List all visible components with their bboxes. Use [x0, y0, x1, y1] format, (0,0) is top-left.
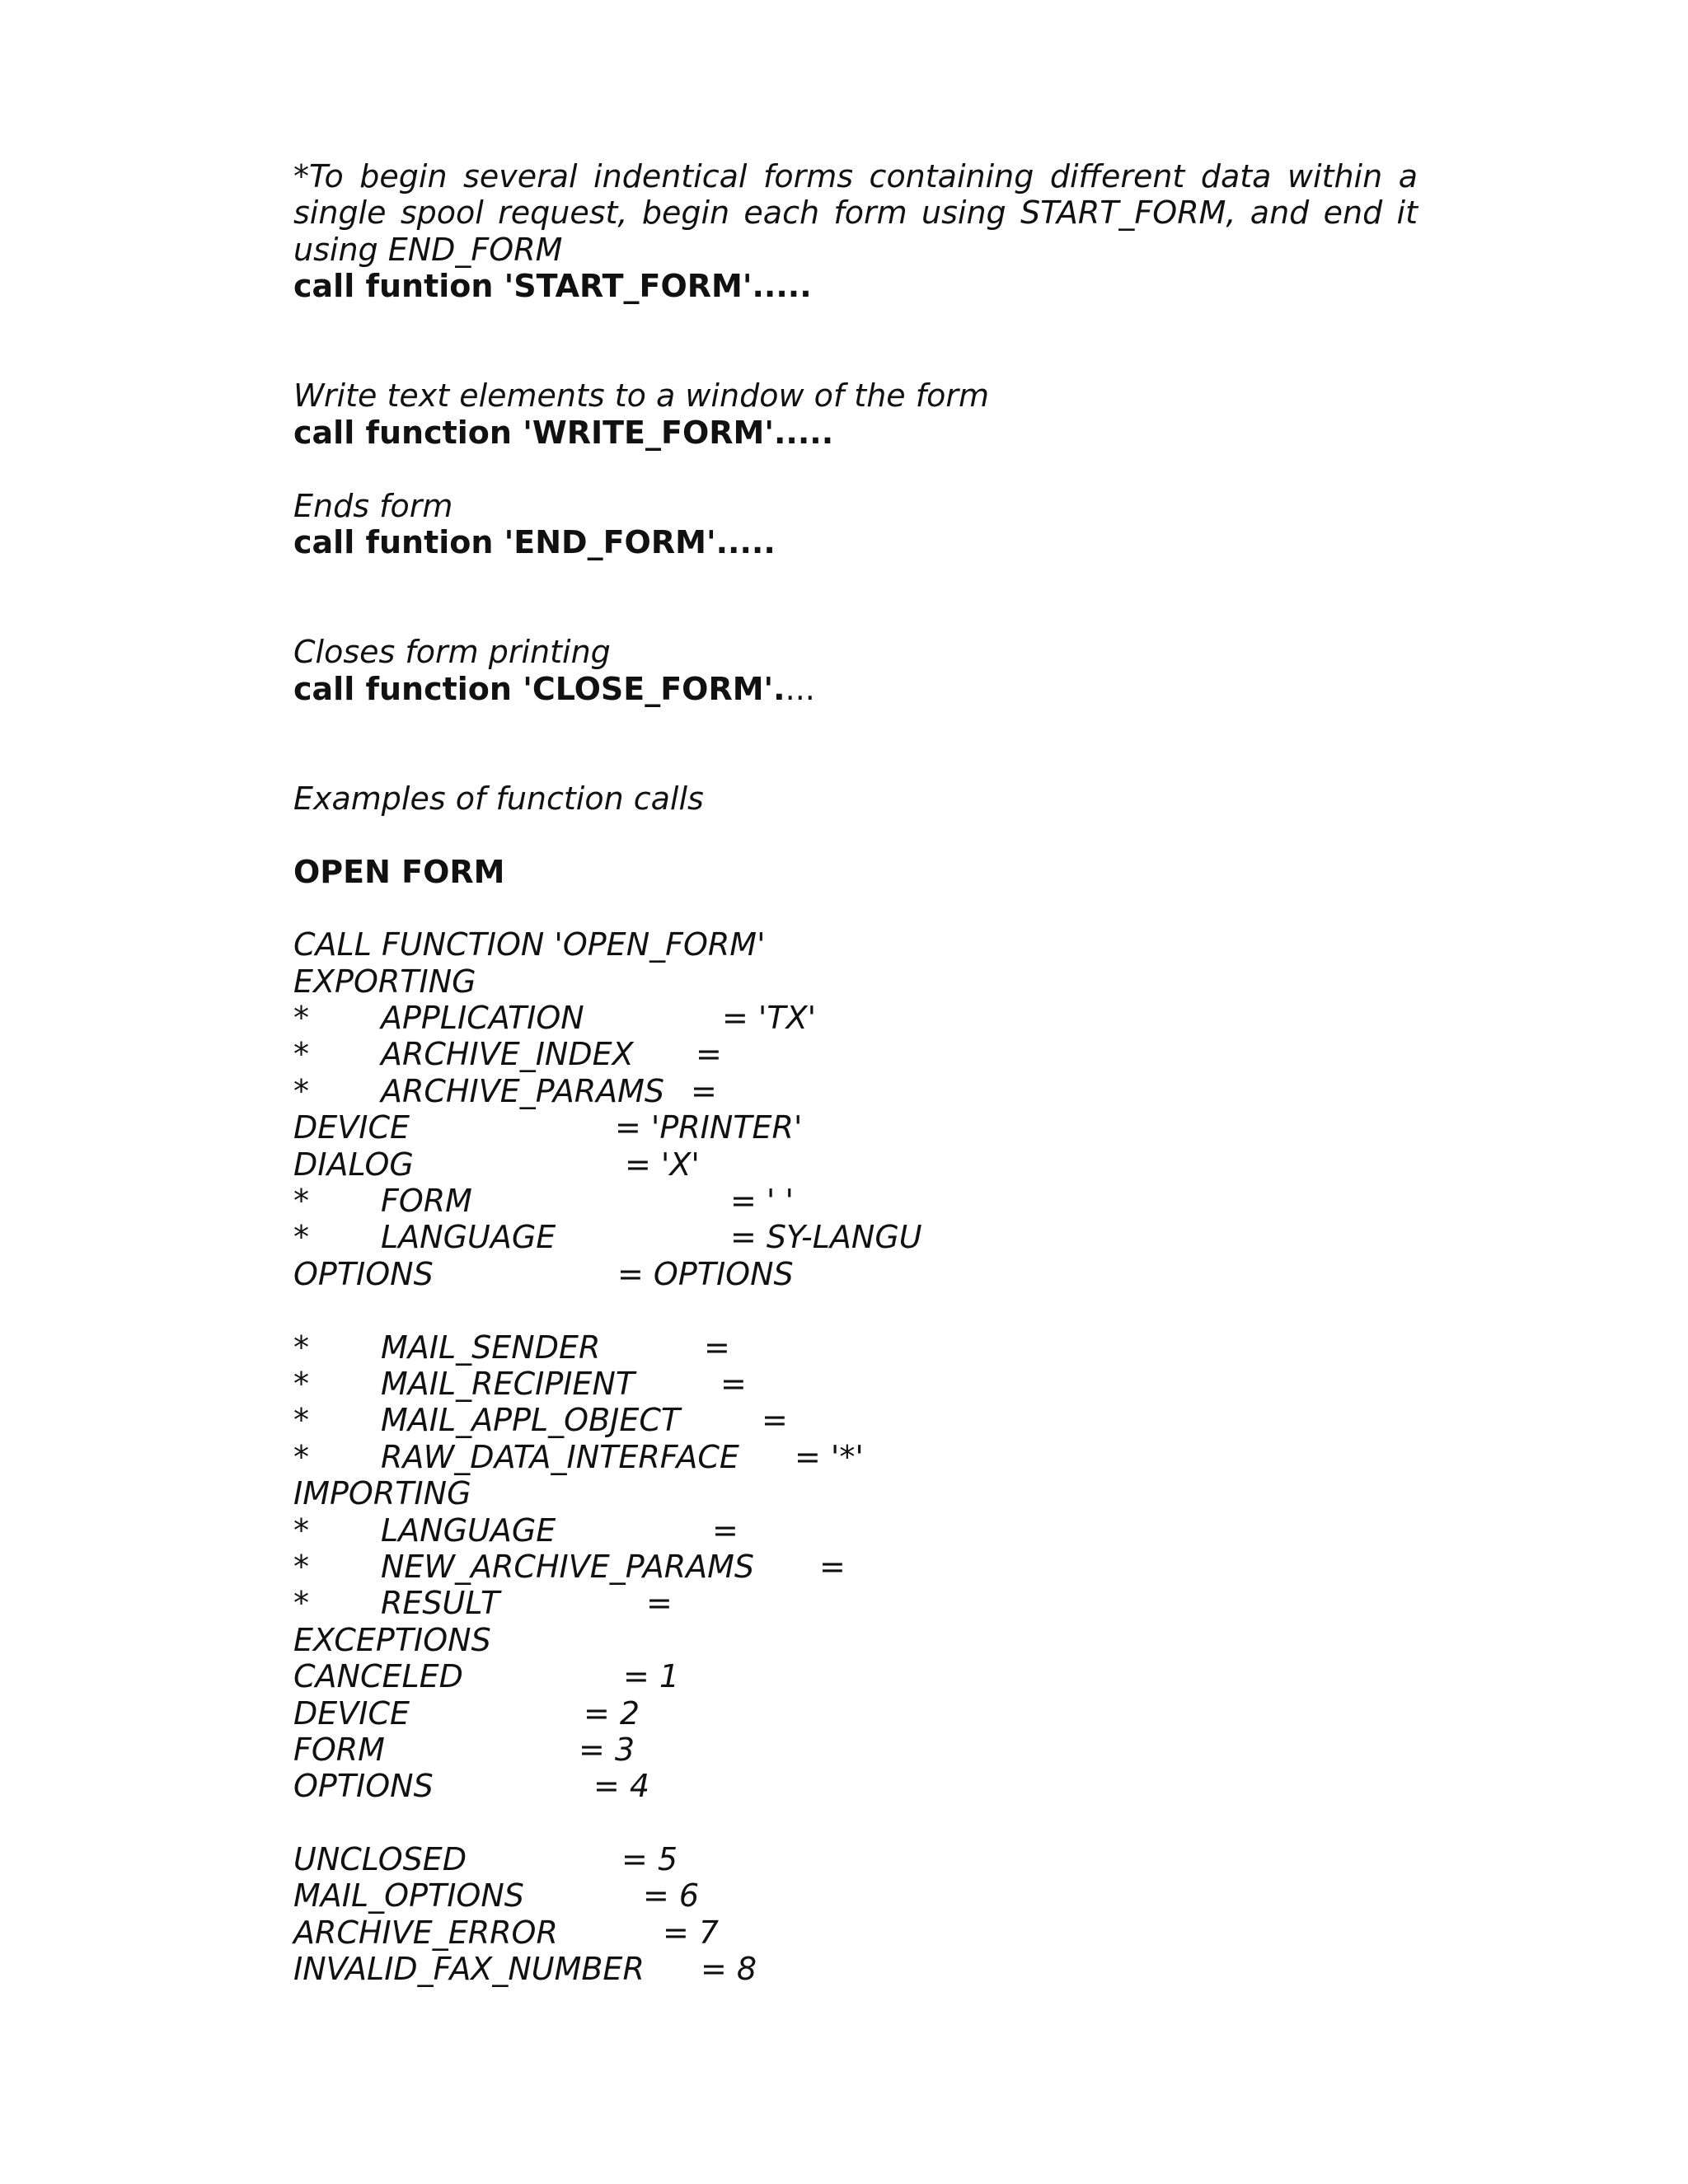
parameter-value: = [720, 1365, 747, 1402]
code-line [293, 1000, 1418, 1036]
code-line [293, 1183, 1418, 1219]
code-line [293, 1951, 1418, 1987]
comment-marker: * [293, 1036, 309, 1073]
code-line [293, 1146, 1418, 1183]
code-line [293, 1036, 1418, 1072]
parameter-name: APPLICATION [381, 1000, 584, 1037]
parameter-name: CANCELED [293, 1658, 463, 1695]
intro-paragraph: *To begin several indentical forms containing different data within a single spool request, begin each form using START_FORM, and end it using END_FORM [293, 158, 1418, 268]
parameter-value: = 'X' [625, 1146, 700, 1183]
export-params-block-1 [293, 1000, 1418, 1292]
parameter-name: ARCHIVE_ERROR [293, 1914, 558, 1951]
code-line [293, 1768, 1418, 1804]
code-line [293, 1366, 1418, 1402]
code-line [293, 1549, 1418, 1585]
comment-marker: * [293, 1438, 309, 1475]
code-line [293, 1402, 1418, 1438]
parameter-name: MAIL_APPL_OBJECT [381, 1402, 681, 1439]
parameter-name: RAW_DATA_INTERFACE [381, 1438, 739, 1475]
exceptions-keyword: EXCEPTIONS [293, 1621, 491, 1658]
parameter-name: DEVICE [293, 1694, 410, 1732]
comment-marker: * [293, 1365, 309, 1402]
exceptions-block-1 [293, 1658, 1418, 1805]
code-line [293, 1877, 1418, 1914]
parameter-name: UNCLOSED [293, 1841, 467, 1878]
close-form-description: Closes form printing [293, 634, 611, 671]
comment-marker: * [293, 1183, 309, 1220]
code-line [293, 1585, 1418, 1621]
import-params-block [293, 1512, 1418, 1622]
parameter-value: = SY-LANGU [730, 1219, 922, 1256]
parameter-name: FORM [381, 1183, 472, 1220]
importing-keyword: IMPORTING [293, 1475, 471, 1512]
parameter-name: MAIL_RECIPIENT [381, 1365, 635, 1402]
parameter-value: = '*' [795, 1438, 864, 1475]
parameter-value: = [691, 1072, 717, 1109]
comment-marker: * [293, 1000, 309, 1037]
parameter-name: DEVICE [293, 1109, 410, 1146]
parameter-value: = OPTIONS [617, 1255, 794, 1292]
parameter-value: = 'TX' [722, 1000, 817, 1037]
export-params-block-2 [293, 1329, 1418, 1476]
parameter-value: = ' ' [730, 1183, 794, 1220]
code-line [293, 1329, 1418, 1366]
comment-marker: * [293, 1402, 309, 1439]
parameter-value: = 8 [701, 1951, 757, 1988]
exceptions-block-2 [293, 1841, 1418, 1988]
close-form-call-rest: ... [785, 670, 815, 707]
comment-marker: * [293, 1072, 309, 1109]
call-function-line: CALL FUNCTION 'OPEN_FORM' [293, 926, 766, 963]
parameter-name: FORM [293, 1731, 385, 1768]
parameter-value: = 5 [621, 1841, 678, 1878]
examples-heading: Examples of function calls [293, 780, 704, 817]
parameter-value: = 4 [593, 1768, 650, 1805]
parameter-name: LANGUAGE [381, 1511, 556, 1549]
parameter-value: = 2 [584, 1694, 640, 1732]
comment-marker: * [293, 1329, 309, 1366]
code-line [293, 1695, 1418, 1732]
code-line [293, 1073, 1418, 1109]
code-line [293, 1439, 1418, 1475]
parameter-name: RESULT [381, 1585, 500, 1622]
parameter-value: = 7 [663, 1914, 720, 1951]
parameter-value: = [704, 1329, 730, 1366]
comment-marker: * [293, 1548, 309, 1585]
parameter-value: = [762, 1402, 788, 1439]
parameter-value: = [712, 1511, 738, 1549]
close-form-call-bold: call function 'CLOSE_FORM'. [293, 670, 785, 707]
start-form-call: call funtion 'START_FORM'..... [293, 268, 812, 305]
code-line [293, 1732, 1418, 1768]
parameter-value: = [819, 1548, 846, 1585]
code-line [293, 1219, 1418, 1255]
comment-marker: * [293, 1219, 309, 1256]
end-form-call: call funtion 'END_FORM'..... [293, 523, 776, 560]
parameter-value: = [696, 1036, 722, 1073]
end-form-description: Ends form [293, 487, 453, 524]
parameter-name: NEW_ARCHIVE_PARAMS [381, 1548, 755, 1585]
parameter-value: = 1 [623, 1658, 680, 1695]
close-form-call [293, 671, 1418, 707]
code-line [293, 1512, 1418, 1549]
parameter-name: INVALID_FAX_NUMBER [293, 1951, 645, 1988]
write-form-call: call function 'WRITE_FORM'..... [293, 414, 834, 451]
open-form-heading: OPEN FORM [293, 853, 505, 890]
comment-marker: * [293, 1511, 309, 1549]
document-body [293, 158, 1418, 1988]
parameter-value: = 3 [579, 1731, 635, 1768]
code-line [293, 1256, 1418, 1292]
parameter-value: = 'PRINTER' [615, 1109, 803, 1146]
write-form-description: Write text elements to a window of the form [293, 377, 990, 415]
parameter-value: = 6 [643, 1877, 700, 1915]
code-line [293, 1658, 1418, 1694]
parameter-name: MAIL_OPTIONS [293, 1877, 524, 1915]
parameter-name: ARCHIVE_PARAMS [381, 1072, 665, 1109]
parameter-name: OPTIONS [293, 1255, 434, 1292]
exporting-keyword: EXPORTING [293, 963, 476, 1000]
parameter-name: MAIL_SENDER [381, 1329, 601, 1366]
code-line [293, 1109, 1418, 1146]
code-line [293, 1915, 1418, 1951]
parameter-value: = [646, 1585, 673, 1622]
parameter-name: ARCHIVE_INDEX [381, 1036, 634, 1073]
comment-marker: * [293, 1585, 309, 1622]
parameter-name: DIALOG [293, 1146, 414, 1183]
parameter-name: OPTIONS [293, 1768, 434, 1805]
parameter-name: LANGUAGE [381, 1219, 556, 1256]
code-line [293, 1841, 1418, 1877]
